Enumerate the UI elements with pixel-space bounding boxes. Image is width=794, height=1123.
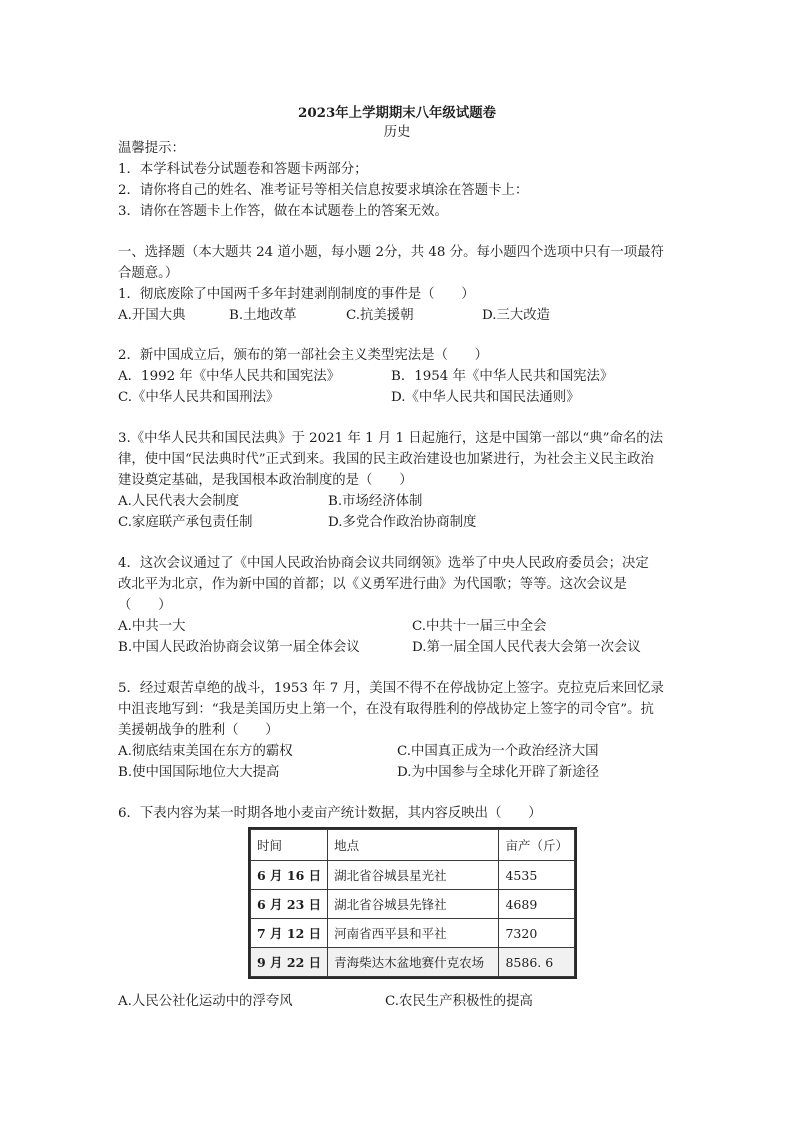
question-4-stem: 4．这次会议通过了《中国人民政治协商会议共同纲领》选举了中央人民政府委员会；决定 bbox=[118, 556, 649, 571]
section-heading-cont: 合题意。） bbox=[118, 266, 179, 281]
q2-option-a: A．1992 年《中华人民共和国宪法》 bbox=[118, 369, 341, 384]
table-row bbox=[251, 948, 575, 977]
table-cell: 河南省西平县和平社 bbox=[328, 919, 499, 948]
table-row bbox=[251, 890, 575, 919]
q2-option-c: C.《中华人民共和国刑法》 bbox=[118, 390, 280, 405]
table-cell: 7 月 12 日 bbox=[251, 919, 328, 948]
q4-option-d: D.第一届全国人民代表大会第一次会议 bbox=[412, 640, 641, 655]
section-heading: 一、选择题（本大题共 24 道小题，每小题 2分，共 48 分。每小题四个选项中只有一项最符 bbox=[118, 245, 664, 260]
notice-item: 2．请你将自己的姓名、准考证号等相关信息按要求填涂在答题卡上： bbox=[118, 183, 529, 198]
question-6-stem: 6．下表内容为某一时期各地小麦亩产统计数据，其内容反映出（ ） bbox=[118, 806, 542, 821]
table-header-cell: 地点 bbox=[328, 830, 499, 861]
question-5-stem: 5．经过艰苦卓绝的战斗，1953 年 7 月，美国不得不在停战协定上签字。克拉克后来回忆录 bbox=[118, 681, 664, 696]
notice-item: 1．本学科试卷分试题卷和答题卡两部分； bbox=[118, 162, 368, 177]
q4-option-a: A.中共一大 bbox=[118, 619, 186, 634]
question-5-stem-cont: 美援朝战争的胜利（ ） bbox=[118, 723, 279, 738]
question-4-stem-cont: （ ） bbox=[118, 598, 172, 613]
table-cell: 8586. 6 bbox=[499, 948, 575, 977]
table-cell: 4535 bbox=[499, 861, 575, 890]
question-2-stem: 2．新中国成立后，颁布的第一部社会主义类型宪法是（ ） bbox=[118, 348, 489, 363]
q5-option-b: B.使中国国际地位大大提高 bbox=[118, 765, 280, 780]
notice-heading: 温馨提示： bbox=[118, 141, 185, 156]
table-cell: 6 月 23 日 bbox=[251, 890, 328, 919]
table-row bbox=[251, 861, 575, 890]
question-3-stem-cont: 律，使中国“民法典时代”正式到来。我国的民主政治建设也加紧进行，为社会主义民主政治 bbox=[118, 452, 654, 467]
wheat-yield-table bbox=[248, 827, 577, 979]
exam-subject: 历史 bbox=[383, 125, 411, 140]
table-header-row bbox=[251, 830, 575, 861]
q2-option-b: B．1954 年《中华人民共和国宪法》 bbox=[391, 369, 614, 384]
question-3-stem: 3.《中华人民共和国民法典》于 2021 年 1 月 1 日起施行，这是中国第一部以“典”命名的法 bbox=[118, 431, 664, 446]
table-header-cell: 时间 bbox=[251, 830, 328, 861]
q4-option-b: B.中国人民政治协商会议第一届全体会议 bbox=[118, 640, 360, 655]
table-row bbox=[251, 919, 575, 948]
table-cell: 9 月 22 日 bbox=[251, 948, 328, 977]
q6-option-a: A.人民公社化运动中的浮夸风 bbox=[118, 994, 293, 1009]
q1-option-c: C.抗美援朝 bbox=[346, 308, 414, 323]
table-cell: 7320 bbox=[499, 919, 575, 948]
q3-option-c: C.家庭联产承包责任制 bbox=[118, 515, 253, 530]
q6-option-c: C.农民生产积极性的提高 bbox=[385, 994, 533, 1009]
question-5-stem-cont: 中沮丧地写到：“我是美国历史上第一个，在没有取得胜利的停战协定上签字的司令官”。抗 bbox=[118, 702, 654, 717]
q1-option-d: D.三大改造 bbox=[482, 308, 551, 323]
exam-title: 2023年上学期期末八年级试题卷 bbox=[298, 105, 496, 121]
q4-option-c: C.中共十一届三中全会 bbox=[412, 619, 547, 634]
table-header-cell: 亩产（斤） bbox=[499, 830, 575, 861]
q1-option-b: B.土地改革 bbox=[229, 308, 297, 323]
q5-option-a: A.彻底结束美国在东方的霸权 bbox=[118, 744, 293, 759]
q3-option-a: A.人民代表大会制度 bbox=[118, 494, 240, 509]
table-cell: 4689 bbox=[499, 890, 575, 919]
question-4-stem-cont: 改北平为北京，作为新中国的首都；以《义勇军进行曲》为代国歌；等等。这次会议是 bbox=[118, 577, 627, 592]
q2-option-d: D.《中华人民共和国民法通则》 bbox=[391, 390, 580, 405]
table-cell: 湖北省谷城县先锋社 bbox=[328, 890, 499, 919]
table-cell: 6 月 16 日 bbox=[251, 861, 328, 890]
table-cell: 青海柴达木盆地赛什克农场 bbox=[328, 948, 499, 977]
table-cell: 湖北省谷城县星光社 bbox=[328, 861, 499, 890]
q3-option-b: B.市场经济体制 bbox=[328, 494, 423, 509]
q5-option-d: D.为中国参与全球化开辟了新途径 bbox=[397, 765, 599, 780]
q5-option-c: C.中国真正成为一个政治经济大国 bbox=[397, 744, 599, 759]
q1-option-a: A.开国大典 bbox=[118, 308, 186, 323]
notice-item: 3．请你在答题卡上作答，做在本试题卷上的答案无效。 bbox=[118, 204, 448, 219]
q3-option-d: D.多党合作政治协商制度 bbox=[328, 515, 477, 530]
question-3-stem-cont: 建设奠定基础，是我国根本政治制度的是（ ） bbox=[118, 473, 413, 488]
question-1-stem: 1．彻底废除了中国两千多年封建剥削制度的事件是（ ） bbox=[118, 287, 475, 302]
